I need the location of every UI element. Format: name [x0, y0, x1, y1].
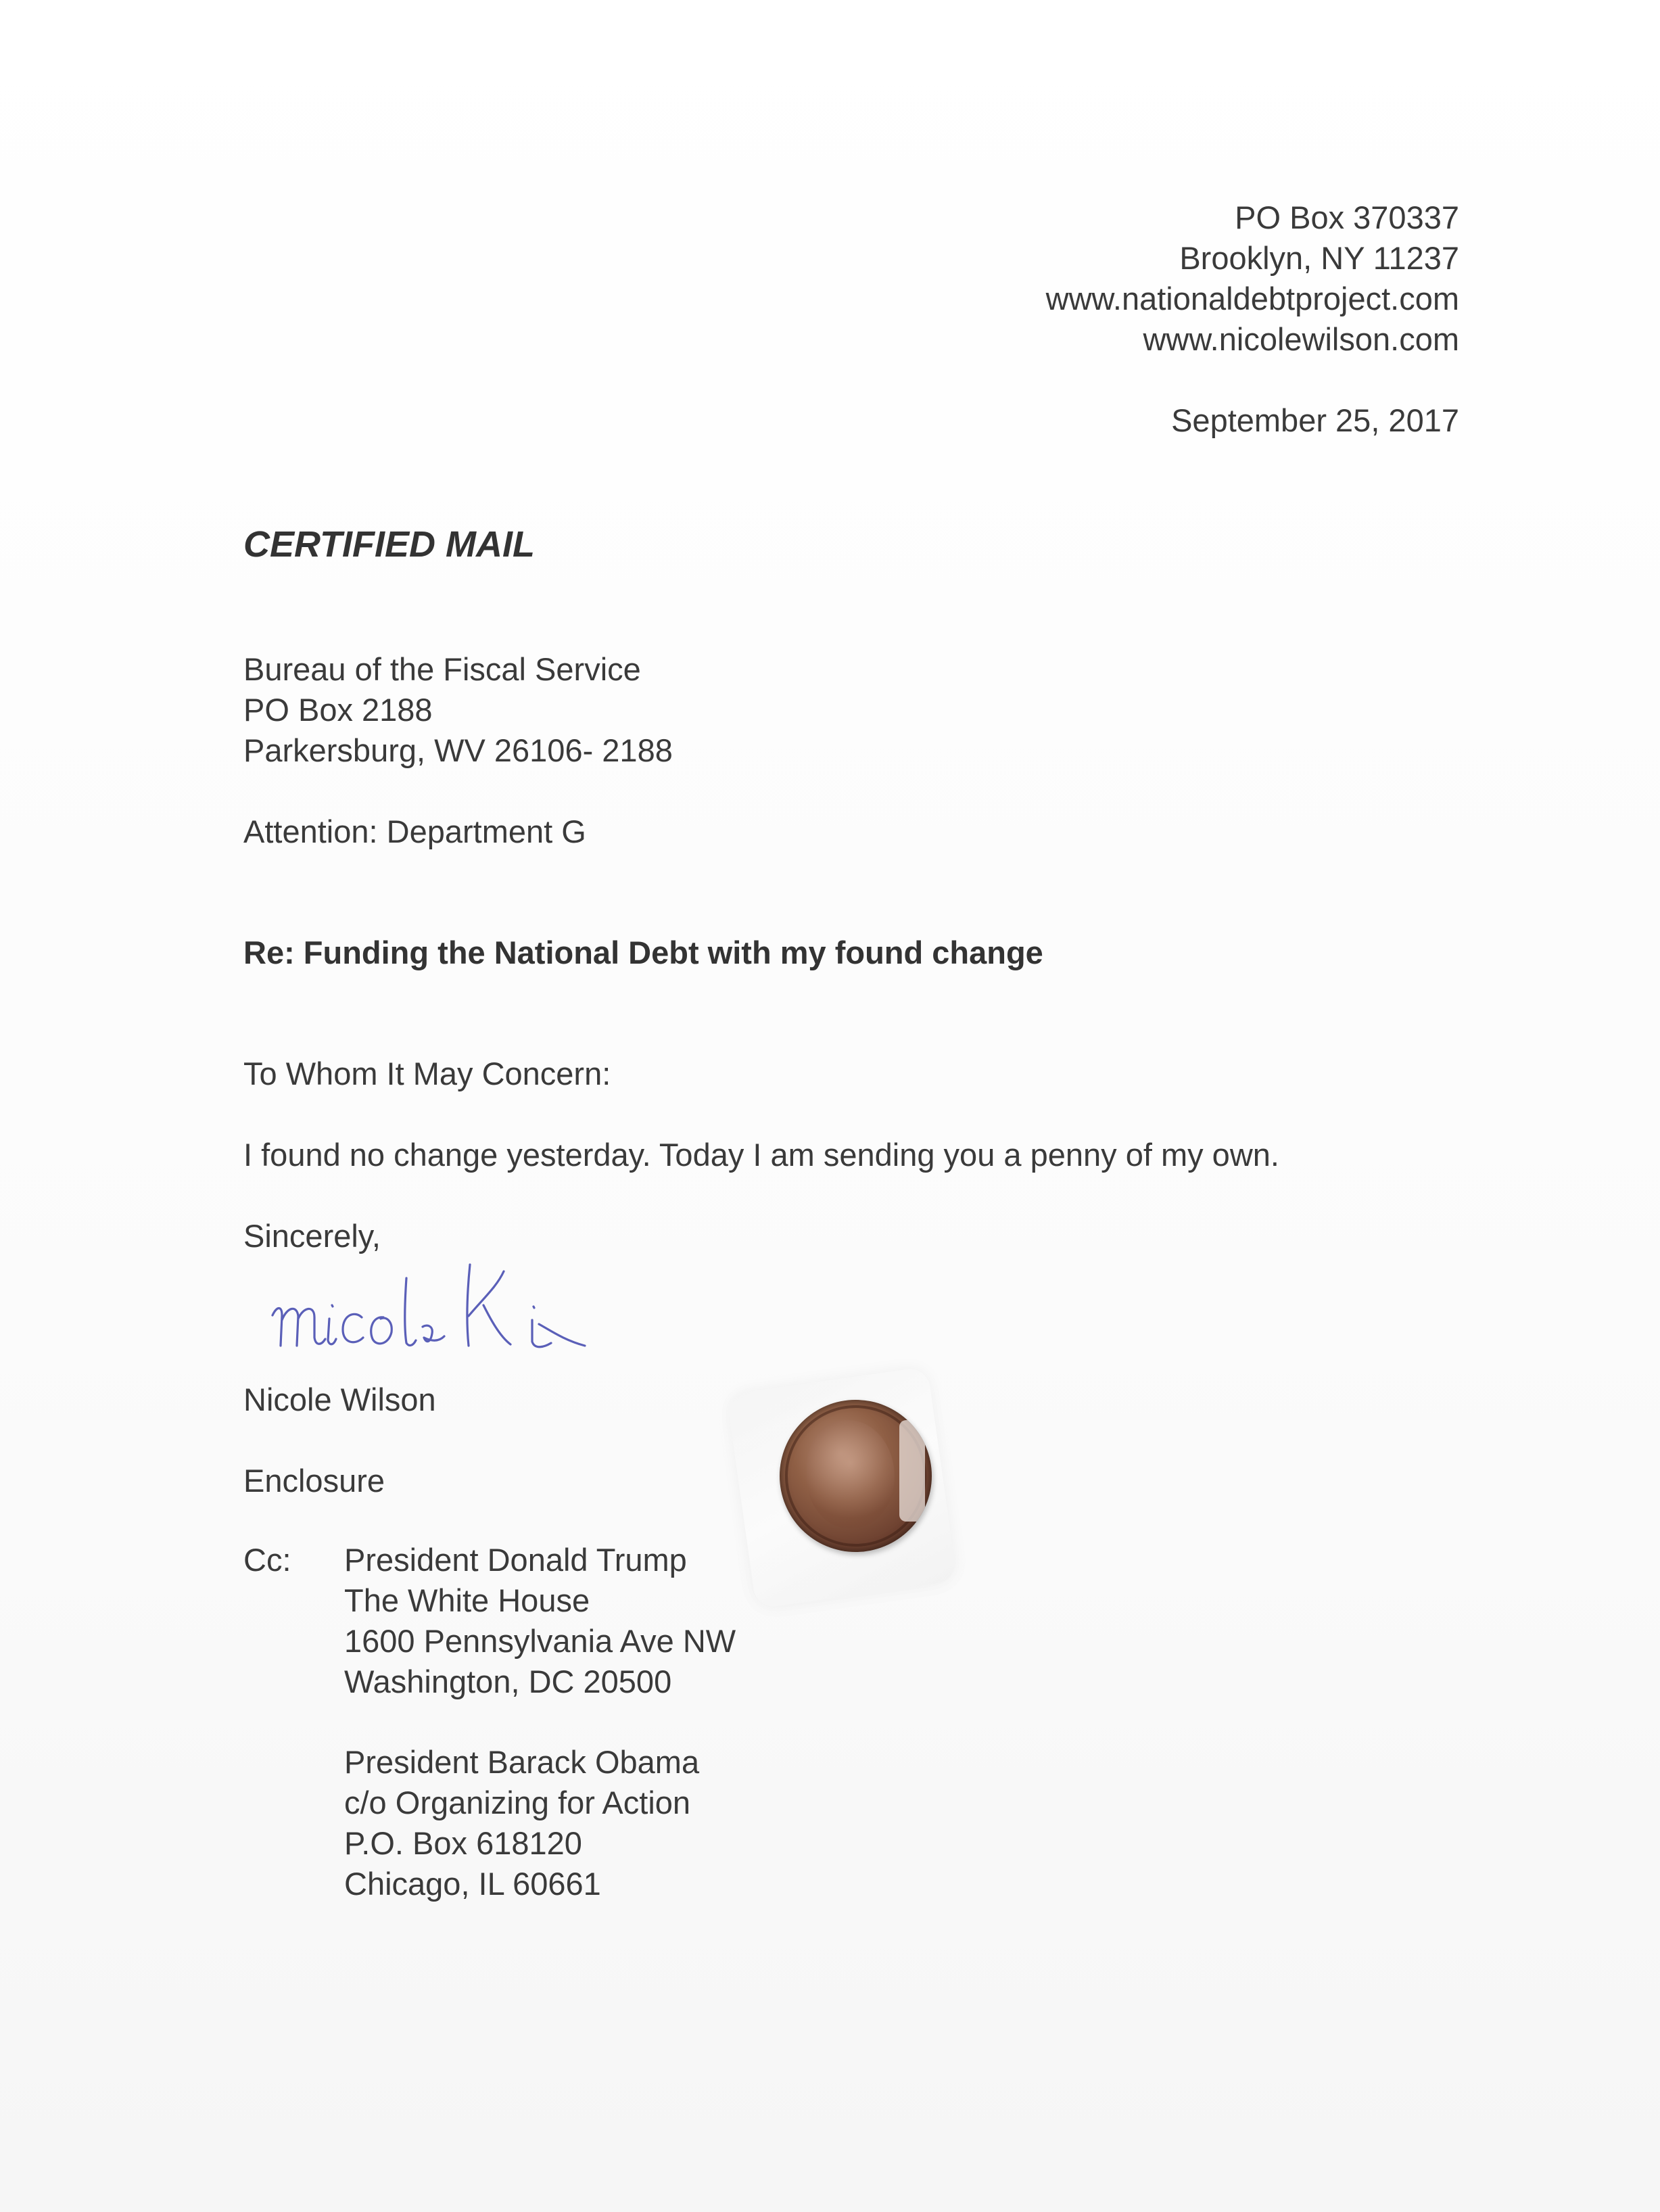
closing: Sincerely, [243, 1218, 381, 1254]
handwritten-signature [267, 1251, 646, 1366]
cc-recipient-2 [344, 1742, 699, 1904]
recipient-city: Parkersburg, WV 26106- 2188 [243, 732, 673, 768]
cc-1-city: Washington, DC 20500 [344, 1664, 672, 1699]
cc-1-name: President Donald Trump [344, 1542, 687, 1578]
salutation: To Whom It May Concern: [243, 1056, 611, 1091]
cc-recipient-1 [344, 1540, 736, 1702]
penny-coin [780, 1400, 932, 1552]
sender-website-1: www.nationaldebtproject.com [1045, 281, 1459, 316]
recipient-address [243, 649, 673, 771]
sender-city: Brooklyn, NY 11237 [1179, 240, 1459, 276]
recipient-name: Bureau of the Fiscal Service [243, 651, 641, 687]
subject-line: Re: Funding the National Debt with my found change [243, 935, 1043, 970]
certified-mail-heading: CERTIFIED MAIL [243, 524, 535, 565]
tape-glare [899, 1420, 925, 1522]
sender-po-box: PO Box 370337 [1235, 199, 1459, 235]
letter-date: September 25, 2017 [1171, 402, 1459, 438]
sender-website-2: www.nicolewilson.com [1143, 321, 1459, 357]
cc-2-organization: c/o Organizing for Action [344, 1785, 691, 1820]
signer-name: Nicole Wilson [243, 1382, 436, 1417]
attention-line: Attention: Department G [243, 814, 586, 849]
enclosure-note: Enclosure [243, 1463, 385, 1499]
recipient-po-box: PO Box 2188 [243, 692, 433, 728]
cc-1-organization: The White House [344, 1582, 590, 1618]
sender-address [1046, 197, 1459, 360]
cc-label: Cc: [243, 1542, 291, 1578]
cc-2-name: President Barack Obama [344, 1744, 700, 1780]
cc-1-street: 1600 Pennsylvania Ave NW [344, 1623, 736, 1659]
cc-2-po-box: P.O. Box 618120 [344, 1825, 582, 1861]
letter-body: I found no change yesterday. Today I am sending you a penny of my own. [243, 1137, 1279, 1173]
cc-2-city: Chicago, IL 60661 [344, 1866, 601, 1902]
